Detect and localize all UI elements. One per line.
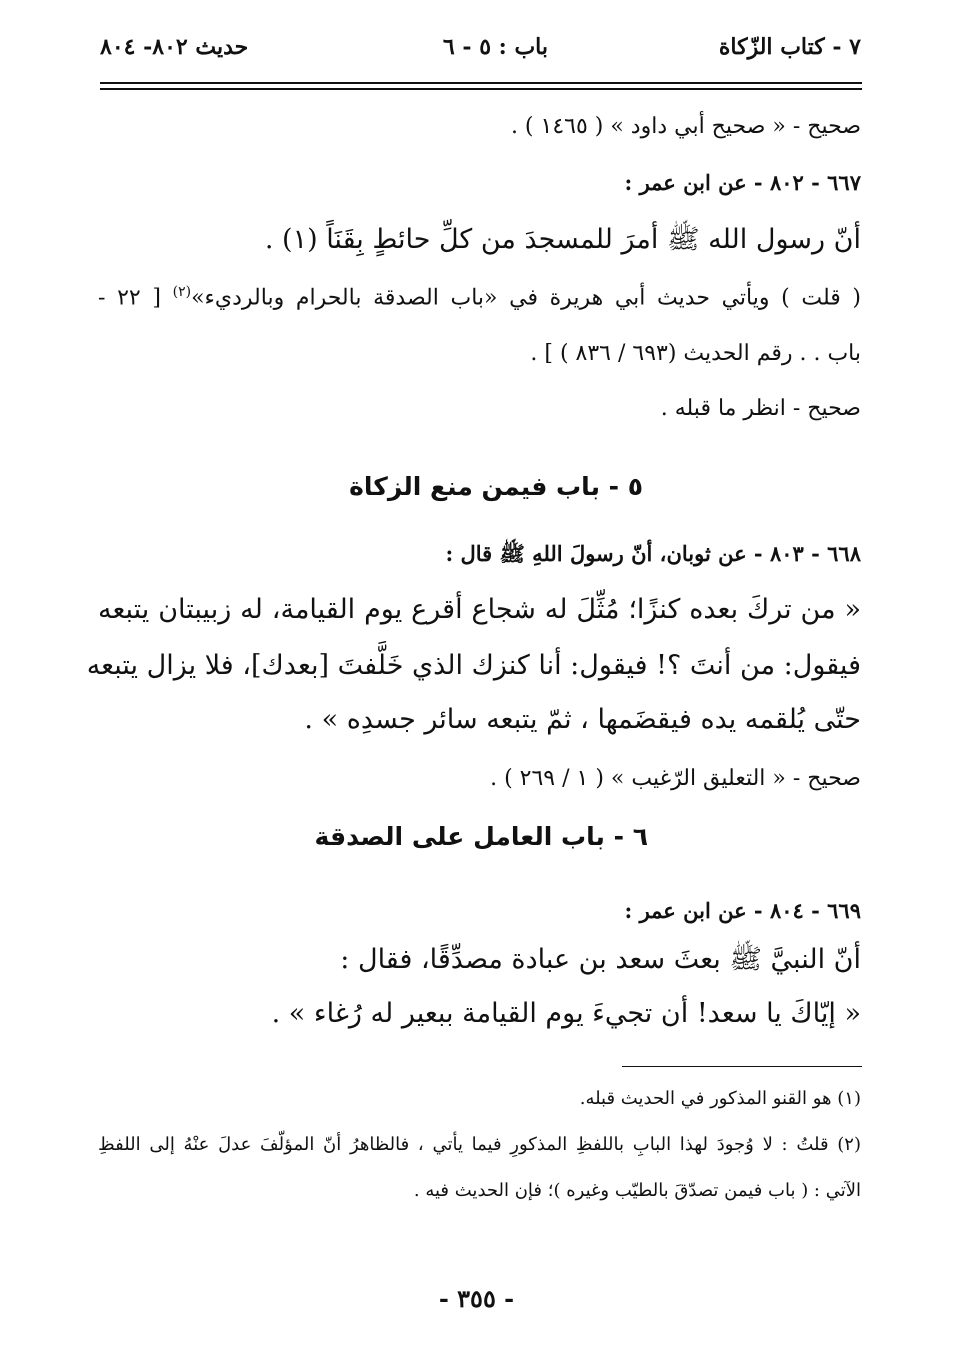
footnote-1: (١) هو القنو المذكور في الحديث قبله. [579,1088,861,1109]
note-line-2: باب . . رقم الحديث (٦٩٣ / ٨٣٦ ) ] . [530,341,861,366]
hadith-669-text-2: « إيّاكَ يا سعد! أن تجيءَ يوم القيامة ببعير له رُغاء » . [271,998,861,1029]
hadith-668-heading: ٦٦٨ - ٨٠٣ - عن ثوبان، أنّ رسولَ اللهِ ﷺ قال : [445,541,861,566]
footnote-2-line-1: (٢) قلتُ : لا وُجودَ لهذا البابِ باللفظِ المذكورِ فيما يأتي ، فالظاهرُ أنّ المؤلّفَ عدلَ عنْهُ إلى اللفظِ [98,1134,861,1155]
hadith-669-heading: ٦٦٩ - ٨٠٤ - عن ابن عمر : [624,898,861,923]
chapter-5-title: ٥ - باب فيمن منع الزكاة [349,472,643,501]
running-head-chapter: باب : ٥ - ٦ [442,34,548,60]
footnote-separator [622,1066,862,1067]
footnote-2-line-2: الآتي : ( باب فيمن تصدّقَ بالطيّب وغيره )؛ فإن الحديث فيه . [413,1180,861,1201]
hadith-668-text-2: فيقول: من أنتَ ؟! فيقول: أنا كنزك الذي خَلَّفتَ [بعدك]، فلا يزال يتبعه [86,650,861,681]
note-line-1-ref: [ ٢٢ - [98,285,173,311]
header-rule-bottom [100,88,862,90]
note-line-1-text: ( قلت ) ويأتي حديث أبي هريرة في «باب الصدقة بالحرام وبالرديء» [191,285,861,311]
grading-line-2: صحيح - انظر ما قبله . [660,396,861,421]
hadith-669-text-1: أنّ النبيَّ ﷺ بعثَ سعد بن عبادة مصدِّقًا، فقال : [340,944,861,975]
note-line-1 [98,284,861,310]
header-rule-top [100,82,862,84]
hadith-667-heading: ٦٦٧ - ٨٠٢ - عن ابن عمر : [624,170,861,195]
running-head-book-title: ٧ - كتاب الزّكاة [718,34,861,60]
hadith-667-text: أنّ رسول الله ﷺ أمرَ للمسجدَ من كلِّ حائطٍ بِقَنَاً (١) . [264,224,861,255]
grading-line-3: صحيح - « التعليق الرّغيب » ( ١ / ٢٦٩ ) . [490,766,861,791]
hadith-668-text-1: « من تركَ بعده كنزًا؛ مُثِّلَ له شجاع أقرع يوم القيامة، له زبيبتان يتبعه [98,594,861,625]
footnote-ref-2: (٢) [172,284,192,300]
page-number: - ٣٥٥ - [438,1284,515,1313]
grading-line: صحيح - « صحيح أبي داود » ( ١٤٦٥ ) . [510,114,861,139]
chapter-6-title: ٦ - باب العامل على الصدقة [314,822,648,851]
hadith-668-text-3: حتّى يُلقمه يده فيقضَمها ، ثمّ يتبعه سائر جسدِه » . [304,704,861,735]
running-head-hadith-range: حديث ٨٠٢- ٨٠٤ [100,34,249,60]
